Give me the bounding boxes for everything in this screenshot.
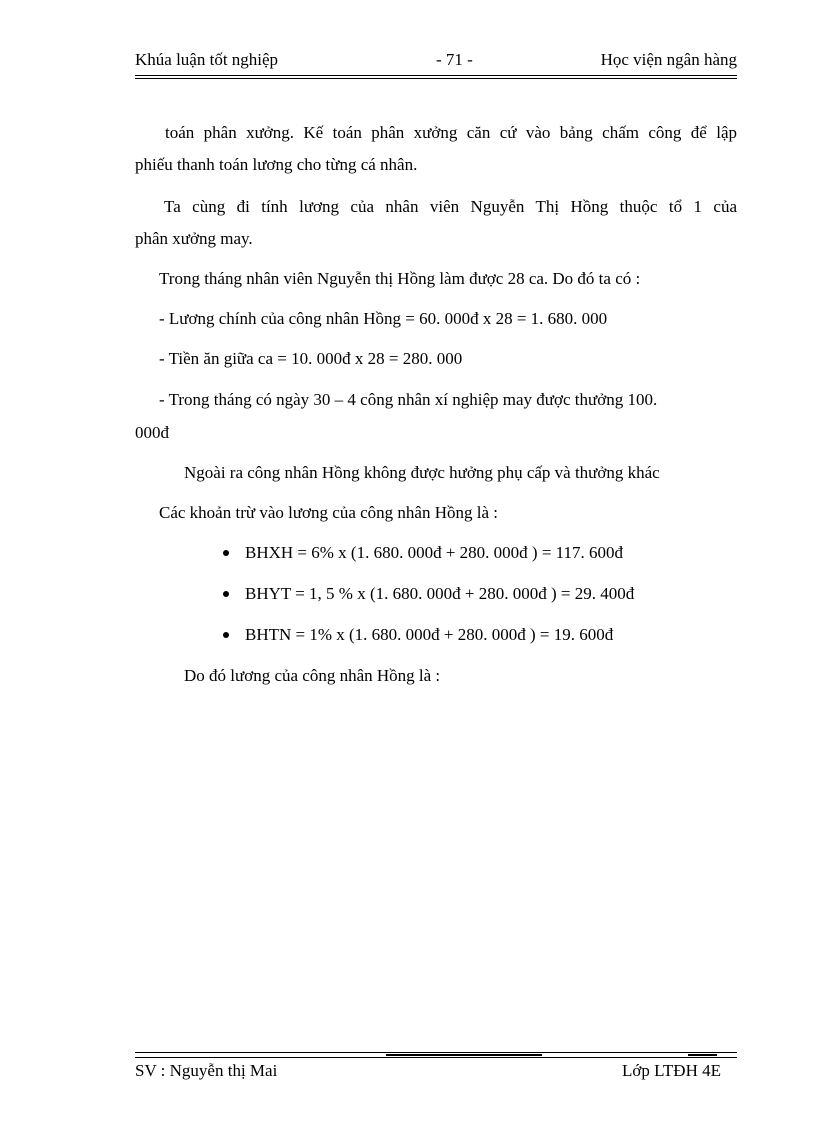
paragraph-4: Ngoài ra công nhân Hồng không được hưởng phụ cấp và thưởng khác <box>184 463 660 482</box>
bullet-dot-icon <box>221 587 231 597</box>
footer-rule-accent <box>386 1054 542 1056</box>
paragraph-2-line-2: phân xưởng may. <box>135 229 253 248</box>
list-item-text: BHYT = 1, 5 % x (1. 680. 000đ + 280. 000đ ) = 29. 400đ <box>245 584 635 603</box>
bullet-dot-icon <box>221 546 231 556</box>
document-body <box>135 0 737 1123</box>
paragraph-2-line-1: Ta cùng đi tính lương của nhân viên Nguyễn Thị Hồng thuộc tổ 1 của <box>164 197 737 216</box>
list-item-text: BHTN = 1% x (1. 680. 000đ + 280. 000đ ) = 19. 600đ <box>245 625 614 644</box>
list-item-text: BHXH = 6% x (1. 680. 000đ + 280. 000đ ) = 117. 600đ <box>245 543 624 562</box>
page-footer <box>135 1061 737 1083</box>
dash-item-meal-allowance: - Tiền ăn giữa ca = 10. 000đ x 28 = 280. 000 <box>159 349 463 368</box>
paragraph-5: Các khoản trừ vào lương của công nhân Hồng là : <box>159 503 498 522</box>
header-institution: Học viện ngân hàng <box>600 50 737 69</box>
paragraph-3: Trong tháng nhân viên Nguyễn thị Hồng làm được 28 ca. Do đó ta có : <box>159 269 641 288</box>
header-thesis-title: Khúa luận tốt nghiệp <box>135 50 279 69</box>
dash-item-bonus-line-2: 000đ <box>135 423 169 442</box>
footer-student-name: SV : Nguyễn thị Mai <box>135 1061 278 1080</box>
dash-item-main-salary: - Lương chính của công nhân Hồng = 60. 000đ x 28 = 1. 680. 000 <box>159 309 608 328</box>
paragraph-1-line-1: toán phân xưởng. Kế toán phân xưởng căn cứ vào bảng chấm công để lập <box>165 123 737 142</box>
bullet-dot-icon <box>221 628 231 638</box>
dash-item-bonus-line-1: - Trong tháng có ngày 30 – 4 công nhân xí nghiệp may được thưởng 100. <box>159 390 658 409</box>
footer-rule-accent-right <box>688 1054 717 1056</box>
footer-rule-bottom <box>135 1057 737 1058</box>
paragraph-6: Do đó lương của công nhân Hồng là : <box>184 666 441 685</box>
footer-rule-top <box>135 1052 737 1053</box>
page-number: - 71 - <box>436 50 473 69</box>
paragraph-1-line-2: phiếu thanh toán lương cho từng cá nhân. <box>135 155 418 174</box>
footer-class: Lớp LTĐH 4E <box>621 1061 721 1080</box>
